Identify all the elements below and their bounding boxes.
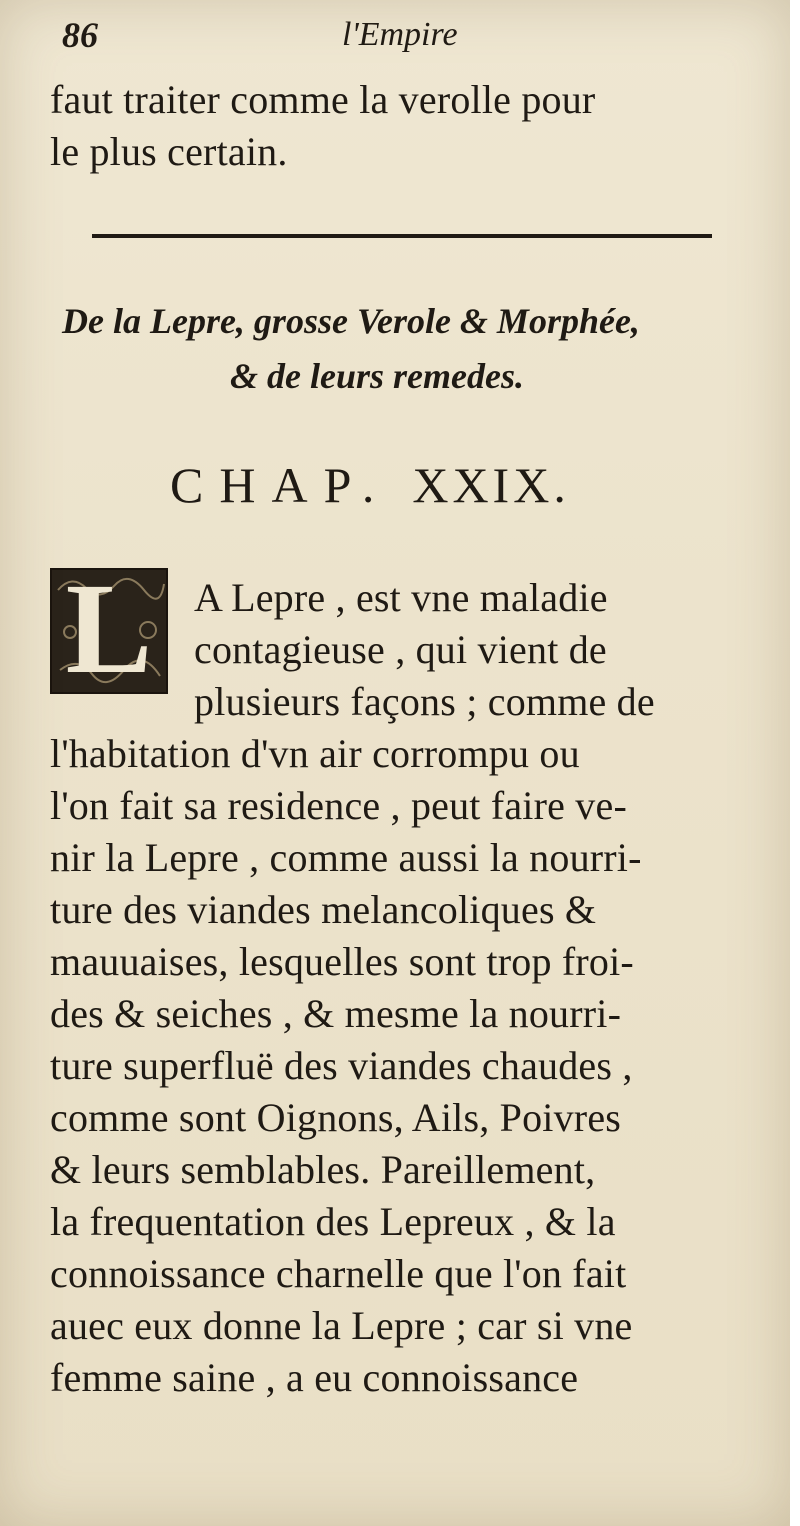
body-line: mauuaises, lesquelles sont trop froi-: [50, 939, 634, 984]
body-line: la frequentation des Lepreux , & la: [50, 1199, 616, 1244]
body-line: ture des viandes melancoliques &: [50, 887, 597, 932]
body-line: & leurs semblables. Pareillement,: [50, 1147, 596, 1192]
body-line: l'on fait sa residence , peut faire ve-: [50, 783, 627, 828]
page-number: 86: [62, 15, 98, 55]
body-line: connoissance charnelle que l'on fait: [50, 1251, 627, 1296]
intro-line: le plus certain.: [50, 129, 288, 174]
drop-cap-ornament: [50, 568, 168, 694]
running-head: l'Empire: [342, 16, 458, 53]
chapter-word: CHAP.: [170, 457, 391, 513]
section-title-line-1: De la Lepre, grosse Verole & Morphée,: [62, 301, 640, 341]
body-line: l'habitation d'vn air corrompu ou: [50, 731, 580, 776]
body-line: ture superfluë des viandes chaudes ,: [50, 1043, 633, 1088]
section-title-line-2: & de leurs remedes.: [230, 356, 524, 396]
horizontal-rule: [92, 234, 712, 238]
chapter-heading: [170, 456, 570, 514]
indented-line: contagieuse , qui vient de: [194, 627, 607, 672]
body-line: des & seiches , & mesme la nourri-: [50, 991, 622, 1036]
body-line: auec eux donne la Lepre ; car si vne: [50, 1303, 633, 1348]
body-line: comme sont Oignons, Ails, Poivres: [50, 1095, 622, 1140]
drop-cap-letter: L: [65, 568, 153, 694]
body-line: femme saine , a eu connoissance: [50, 1355, 579, 1400]
intro-line: faut traiter comme la verolle pour: [50, 77, 596, 122]
chapter-number: XXIX.: [412, 457, 570, 513]
indented-line: plusieurs façons ; comme de: [194, 679, 655, 724]
indented-line: A Lepre , est vne maladie: [194, 575, 608, 620]
body-line: nir la Lepre , comme aussi la nourri-: [50, 835, 642, 880]
